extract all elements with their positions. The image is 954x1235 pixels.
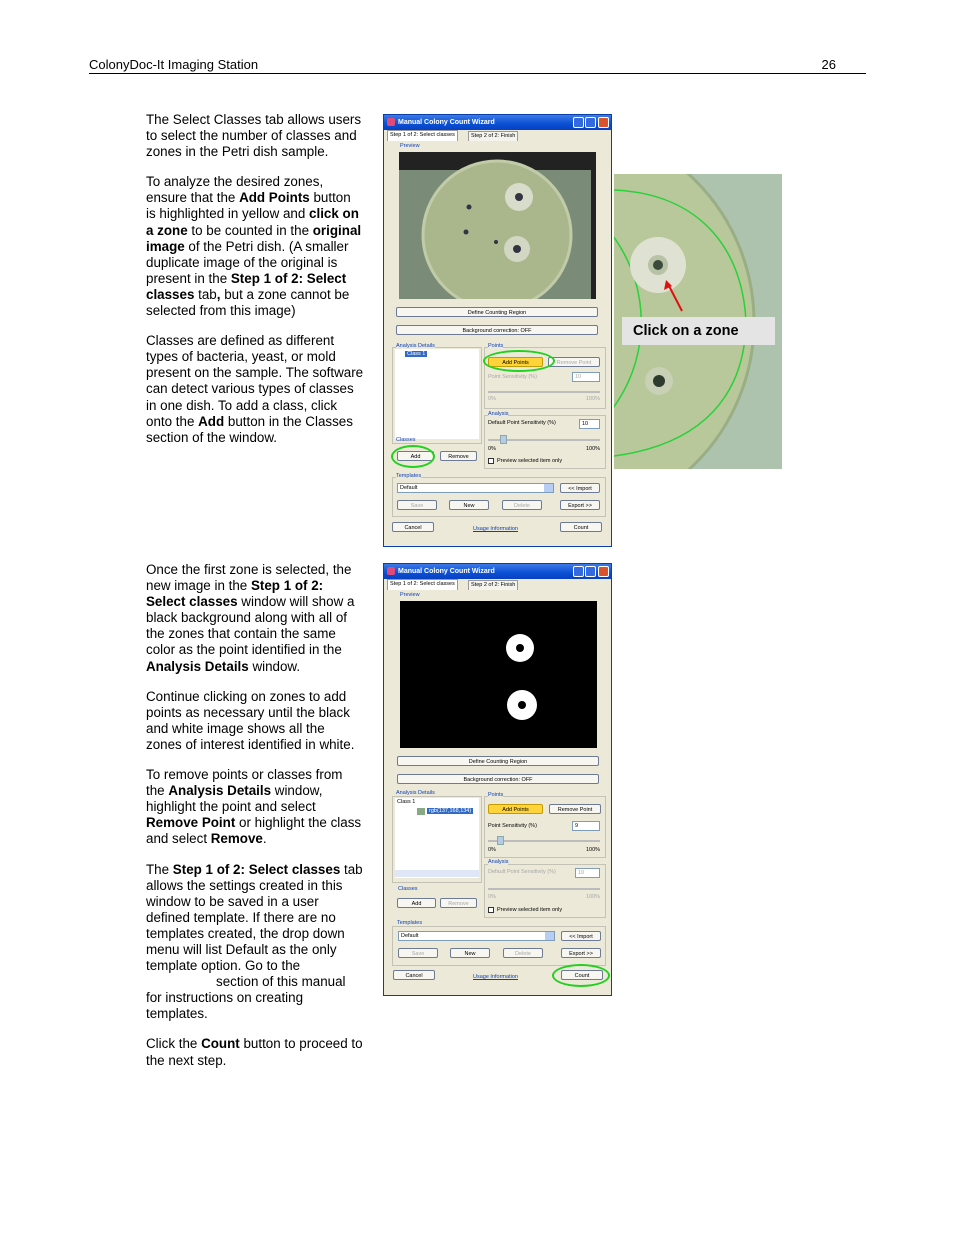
analysis-details-label: Analysis Details xyxy=(396,343,435,349)
close-icon[interactable] xyxy=(598,566,609,577)
point-sensitivity-field[interactable]: 10 xyxy=(572,372,600,382)
preview-selected-label: Preview selected item only xyxy=(497,907,563,913)
slider-max-label: 100% xyxy=(586,847,601,853)
tab-bar xyxy=(384,130,611,140)
slider-max-label: 100% xyxy=(586,894,601,900)
highlight-ring xyxy=(391,445,435,468)
slider-max-label: 100% xyxy=(586,396,601,402)
page-number: 26 xyxy=(821,57,836,72)
point-sensitivity-field[interactable]: 9 xyxy=(572,821,600,831)
slider-min-label: 0% xyxy=(488,894,496,900)
preview-image xyxy=(399,152,596,299)
callout-label: Click on a zone xyxy=(622,317,775,345)
slider-min-label: 0% xyxy=(488,847,496,853)
export-button[interactable]: Export >> xyxy=(561,948,601,958)
paragraph: To remove points or classes from the Analysis Details window, highlight the point and select Remove Point or highlight the class and select Remove. xyxy=(146,767,362,847)
usage-information-link[interactable]: Usage Information xyxy=(473,526,518,532)
cancel-button[interactable]: Cancel xyxy=(392,522,434,532)
app-icon xyxy=(387,118,395,126)
highlight-ring xyxy=(552,964,610,987)
analysis-details-tree[interactable] xyxy=(395,349,479,439)
count-button[interactable]: Count xyxy=(561,970,603,980)
background-correction-button[interactable]: Background correction: OFF xyxy=(397,774,599,784)
delete-template-button[interactable]: Delete xyxy=(503,948,543,958)
tab-finish[interactable]: Step 2 of 2: Finish xyxy=(468,131,518,141)
template-select[interactable]: Default xyxy=(398,931,555,941)
section1-text xyxy=(146,112,364,460)
tab-bar xyxy=(384,579,611,589)
preview-selected-checkbox[interactable] xyxy=(488,458,494,464)
new-template-button[interactable]: New xyxy=(449,500,489,510)
classes-label: Classes xyxy=(398,886,418,892)
point-sensitivity-label: Point Sensitivity (%) xyxy=(488,374,537,380)
export-button[interactable]: Export >> xyxy=(560,500,600,510)
slider-thumb[interactable] xyxy=(500,435,507,444)
tree-item-class[interactable]: Class 1 xyxy=(397,799,416,805)
remove-point-button[interactable]: Remove Point xyxy=(548,357,600,367)
tree-item-point[interactable]: rgb(137,168,134) xyxy=(429,808,472,814)
chevron-down-icon[interactable] xyxy=(544,484,553,492)
highlight-ring xyxy=(483,350,555,372)
default-sensitivity-label: Default Point Sensitivity (%) xyxy=(488,869,556,875)
slider-max-label: 100% xyxy=(586,446,601,452)
preview-selected-checkbox[interactable] xyxy=(488,907,494,913)
paragraph: Continue clicking on zones to add points as necessary until the black and white image shows all the zones of interest identified in white. xyxy=(146,688,355,752)
section2-text xyxy=(146,562,364,1083)
app-icon xyxy=(387,567,395,575)
default-sensitivity-field[interactable]: 10 xyxy=(579,419,600,429)
save-template-button[interactable]: Save xyxy=(398,948,438,958)
remove-point-button[interactable]: Remove Point xyxy=(549,804,601,814)
points-label: Points xyxy=(488,343,504,349)
import-button[interactable]: << Import xyxy=(560,483,600,493)
preview-binary-drawing xyxy=(400,601,597,748)
templates-label: Templates xyxy=(397,920,423,926)
window-titlebar: Manual Colony Count Wizard xyxy=(384,115,611,130)
color-swatch xyxy=(417,808,425,815)
slider-min-label: 0% xyxy=(488,396,496,402)
close-icon[interactable] xyxy=(598,117,609,128)
usage-information-link[interactable]: Usage Information xyxy=(473,974,518,980)
analysis-details-label: Analysis Details xyxy=(396,790,435,796)
save-template-button[interactable]: Save xyxy=(397,500,437,510)
new-template-button[interactable]: New xyxy=(450,948,490,958)
tab-select-classes[interactable]: Step 1 of 2: Select classes xyxy=(387,579,458,590)
analysis-label: Analysis xyxy=(488,411,509,417)
tab-select-classes[interactable]: Step 1 of 2: Select classes xyxy=(387,130,458,141)
minimize-icon[interactable] xyxy=(573,117,584,128)
delete-template-button[interactable]: Delete xyxy=(502,500,542,510)
classes-label: Classes xyxy=(396,437,416,443)
wizard-window-step1 xyxy=(383,114,612,547)
slider-min-label: 0% xyxy=(488,446,496,452)
maximize-icon[interactable] xyxy=(585,117,596,128)
paragraph: Click the Count button to proceed to the next step. xyxy=(146,1036,363,1068)
paragraph: To analyze the desired zones, ensure that the Add Points button is highlighted in yellow and click on a zone to be counted in the original image of the Petri dish. (A smaller duplicate image of the original is present in the Step 1 of 2: Select classes tab, but a zone cannot be selected from this image) xyxy=(146,174,362,319)
tree-item-class[interactable]: Class 1 xyxy=(407,351,426,357)
preview-label: Preview xyxy=(400,592,420,598)
point-sensitivity-slider[interactable] xyxy=(488,840,600,842)
preview-label: Preview xyxy=(400,143,420,149)
slider-thumb[interactable] xyxy=(497,836,504,845)
horizontal-scrollbar[interactable] xyxy=(395,870,479,877)
add-points-button[interactable]: Add Points xyxy=(488,804,543,814)
paragraph: The Step 1 of 2: Select classes tab allows the settings created in this window to be saved in a user defined template. If there are no templates created, the drop down menu will list Default as the only template option. Go to the section of this manual for instructions on creating templates. xyxy=(146,861,363,1022)
chevron-down-icon[interactable] xyxy=(545,932,554,940)
count-button[interactable]: Count xyxy=(560,522,602,532)
default-sensitivity-field[interactable]: 10 xyxy=(575,868,600,878)
preview-selected-label: Preview selected item only xyxy=(497,458,563,464)
define-counting-region-button[interactable]: Define Counting Region xyxy=(396,307,598,317)
points-label: Points xyxy=(488,792,504,798)
remove-class-button[interactable]: Remove xyxy=(440,898,477,908)
minimize-icon[interactable] xyxy=(573,566,584,577)
add-class-button[interactable]: Add xyxy=(397,898,436,908)
page-header xyxy=(89,57,866,74)
background-correction-button[interactable]: Background correction: OFF xyxy=(396,325,598,335)
templates-label: Templates xyxy=(396,473,422,479)
preview-petri-drawing xyxy=(399,152,596,299)
maximize-icon[interactable] xyxy=(585,566,596,577)
document-title: ColonyDoc-It Imaging Station xyxy=(89,57,259,72)
tab-finish[interactable]: Step 2 of 2: Finish xyxy=(468,580,518,590)
default-sensitivity-slider[interactable] xyxy=(488,888,600,890)
analysis-label: Analysis xyxy=(488,859,509,865)
preview-image xyxy=(400,601,597,748)
paragraph: The Select Classes tab allows users to select the number of classes and zones in the Petri dish sample. xyxy=(146,112,362,160)
add-points-button[interactable]: Add Points xyxy=(488,357,543,367)
add-class-button[interactable]: Add xyxy=(397,451,434,461)
default-sensitivity-label: Default Point Sensitivity (%) xyxy=(488,420,556,426)
point-sensitivity-slider[interactable] xyxy=(488,391,600,393)
define-counting-region-button[interactable]: Define Counting Region xyxy=(397,756,599,766)
remove-class-button[interactable]: Remove xyxy=(440,451,477,461)
import-button[interactable]: << Import xyxy=(561,931,601,941)
window-titlebar: Manual Colony Count Wizard xyxy=(384,564,611,579)
template-select[interactable]: Default xyxy=(397,483,554,493)
analysis-details-tree[interactable] xyxy=(395,798,479,878)
cancel-button[interactable]: Cancel xyxy=(393,970,435,980)
paragraph: Once the first zone is selected, the new image in the Step 1 of 2: Select classes window will show a black background along with all of the zones that contain the same color as the point identified in the Analysis Details window. xyxy=(146,562,355,674)
point-sensitivity-label: Point Sensitivity (%) xyxy=(488,823,537,829)
paragraph: Classes are defined as different types of bacteria, yeast, or mold present on the sample. The software can detect various types of classes in one dish. To add a class, click onto the Add button in the Classes section of the window. xyxy=(146,333,364,445)
wizard-window-step1-result xyxy=(383,563,612,996)
